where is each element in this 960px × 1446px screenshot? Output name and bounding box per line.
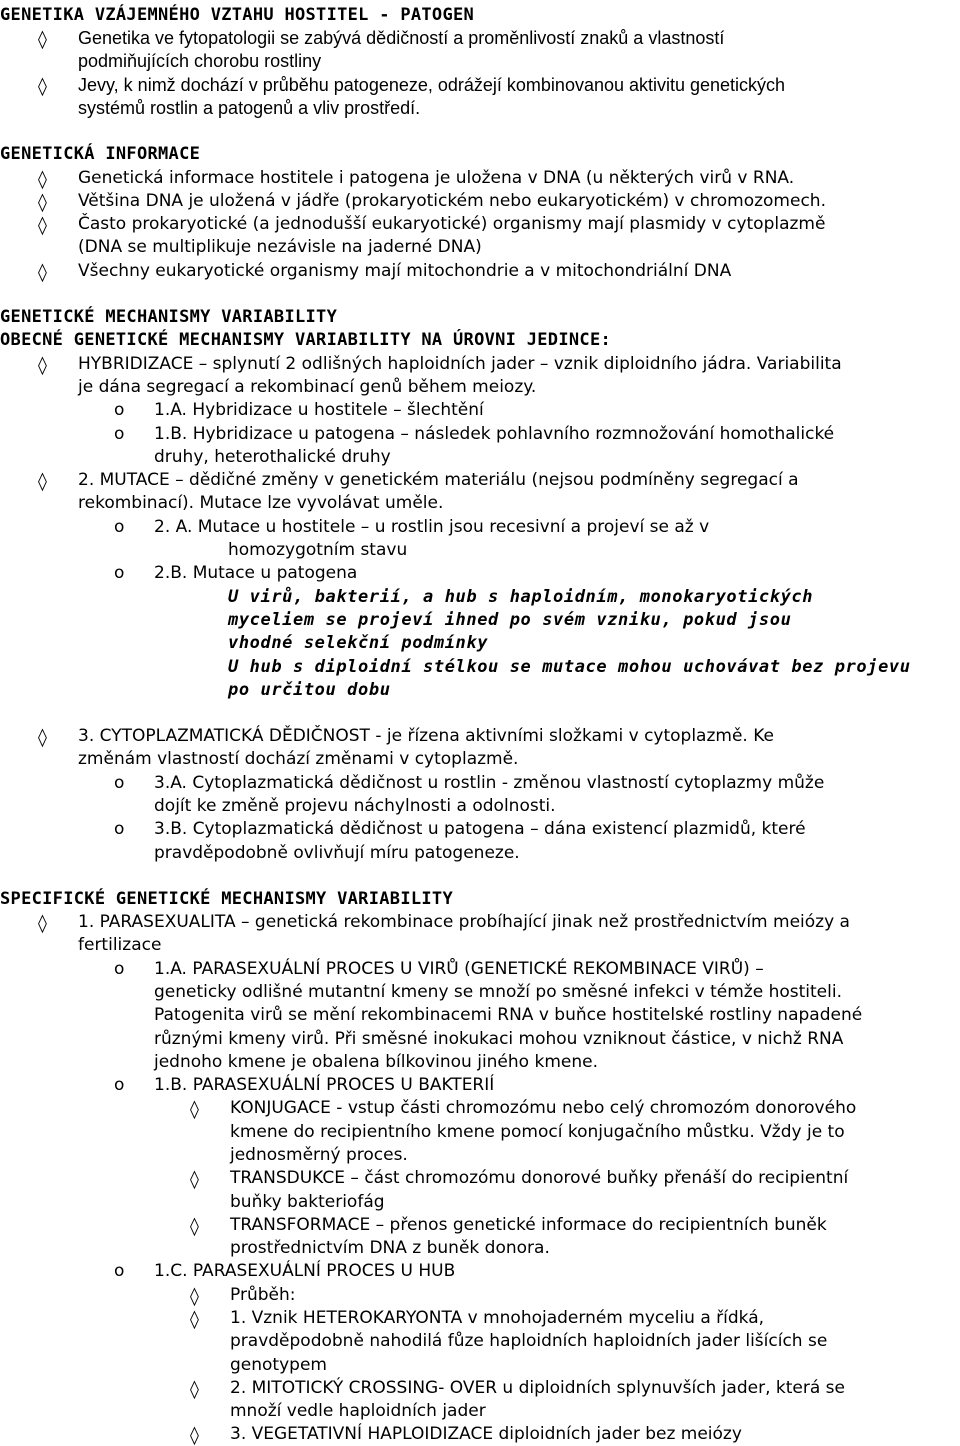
paragraph-line: 3.A. Cytoplazmatická dědičnost u rostlin - změnou vlastností cytoplazmy může bbox=[154, 773, 825, 793]
diamond-bullet-icon: ◊ bbox=[38, 262, 47, 283]
diamond-bullet-icon: ◊ bbox=[38, 913, 47, 934]
paragraph-line: množí vedle haploidních jader bbox=[230, 1401, 486, 1421]
paragraph-line: 2. A. Mutace u hostitele – u rostlin jsou recesivní a projeví se až v bbox=[154, 517, 710, 537]
paragraph-line: Všechny eukaryotické organismy mají mitochondrie a v mitochondriální DNA bbox=[78, 261, 732, 281]
circle-bullet-icon: o bbox=[114, 773, 125, 793]
emphasis-line: vhodné selekční podmínky bbox=[228, 633, 489, 653]
circle-bullet-icon: o bbox=[114, 1261, 125, 1281]
paragraph-line: Genetika ve fytopatologii se zabývá dědičností a proměnlivostí znaků a vlastností bbox=[78, 28, 725, 48]
paragraph-line: Často prokaryotické (a jednodušší eukaryotické) organismy mají plasmidy v cytoplazmě bbox=[78, 214, 826, 234]
circle-bullet-icon: o bbox=[114, 819, 125, 839]
paragraph-line: HYBRIDIZACE – splynutí 2 odlišných haploidních jader – vznik diploidního jádra. Variabilita bbox=[78, 354, 842, 374]
diamond-bullet-icon: ◊ bbox=[190, 1379, 199, 1400]
paragraph-line: 1.A. Hybridizace u hostitele – šlechtění bbox=[154, 400, 484, 420]
emphasis-line: po určitou dobu bbox=[228, 680, 391, 700]
paragraph-line: druhy, heterothalické druhy bbox=[154, 447, 391, 467]
paragraph-line: Jevy, k nimž dochází v průběhu patogeneze, odrážejí kombinovanou aktivitu genetických bbox=[78, 75, 786, 95]
circle-bullet-icon: o bbox=[114, 1075, 125, 1095]
paragraph-line: 2.B. Mutace u patogena bbox=[154, 563, 358, 583]
diamond-bullet-icon: ◊ bbox=[190, 1216, 199, 1237]
emphasis-line: U hub s diploidní stélkou se mutace mohou uchovávat bez projevu bbox=[228, 657, 911, 677]
circle-bullet-icon: o bbox=[114, 563, 125, 583]
paragraph-line: 1.B. PARASEXUÁLNÍ PROCES U BAKTERIÍ bbox=[154, 1075, 495, 1095]
paragraph-line: genotypem bbox=[230, 1355, 327, 1375]
paragraph-line: 3.B. Cytoplazmatická dědičnost u patogena – dána existencí plazmidů, které bbox=[154, 819, 806, 839]
paragraph-line: je dána segregací a rekombinací genů během meiozy. bbox=[78, 377, 537, 397]
diamond-bullet-icon: ◊ bbox=[190, 1099, 199, 1120]
section-subtitle: OBECNÉ GENETICKÉ MECHANISMY VARIABILITY NA ÚROVNI JEDINCE: bbox=[0, 330, 612, 350]
paragraph-line: pravděpodobně ovlivňují míru patogeneze. bbox=[154, 843, 520, 863]
diamond-bullet-icon: ◊ bbox=[190, 1309, 199, 1330]
paragraph-line: 1.C. PARASEXUÁLNÍ PROCES U HUB bbox=[154, 1261, 456, 1281]
diamond-bullet-icon: ◊ bbox=[38, 29, 47, 50]
paragraph-line: 2. MUTACE – dědičné změny v genetickém materiálu (nejsou podmíněny segregací a bbox=[78, 470, 799, 490]
paragraph-line: jednoho kmene je obalena bílkovinou jiného kmene. bbox=[154, 1052, 598, 1072]
section-title: GENETICKÁ INFORMACE bbox=[0, 144, 201, 164]
paragraph-line: 1. PARASEXUALITA – genetická rekombinace probíhající jinak než prostřednictvím meiózy a bbox=[78, 912, 850, 932]
paragraph-line: jednosměrný proces. bbox=[230, 1145, 408, 1165]
paragraph-line: TRANSDUKCE – část chromozómu donorové buňky přenáší do recipientní bbox=[230, 1168, 849, 1188]
diamond-bullet-icon: ◊ bbox=[38, 192, 47, 213]
section-title: GENETICKÉ MECHANISMY VARIABILITY bbox=[0, 307, 338, 327]
paragraph-line: 2. MITOTICKÝ CROSSING- OVER u diploidních splynuvších jader, která se bbox=[230, 1378, 845, 1398]
circle-bullet-icon: o bbox=[114, 517, 125, 537]
circle-bullet-icon: o bbox=[114, 400, 125, 420]
paragraph-line: změnám vlastností dochází změnami v cytoplazmě. bbox=[78, 749, 519, 769]
diamond-bullet-icon: ◊ bbox=[38, 355, 47, 376]
paragraph-line: Genetická informace hostitele i patogena je uložena v DNA (u některých virů v RNA. bbox=[78, 168, 795, 188]
paragraph-line: 1. Vznik HETEROKARYONTA v mnohojaderném myceliu a řídká, bbox=[230, 1308, 765, 1328]
paragraph-line: různými kmeny virů. Při směsné inokukaci mohou vzniknout částice, v nichž RNA bbox=[154, 1029, 844, 1049]
paragraph-line: prostřednictvím DNA z buněk donora. bbox=[230, 1238, 550, 1258]
circle-bullet-icon: o bbox=[114, 424, 125, 444]
section-title: SPECIFICKÉ GENETICKÉ MECHANISMY VARIABILITY bbox=[0, 889, 453, 909]
diamond-bullet-icon: ◊ bbox=[190, 1425, 199, 1446]
paragraph-line: dojít ke změně projevu náchylnosti a odolnosti. bbox=[154, 796, 556, 816]
paragraph-line: geneticky odlišné mutantní kmeny se množí po směsné infekci v témže hostiteli. bbox=[154, 982, 842, 1002]
paragraph-line: kmene do recipientního kmene pomocí konjugačního můstku. Vždy je to bbox=[230, 1122, 845, 1142]
emphasis-line: myceliem se projeví ihned po svém vzniku, pokud jsou bbox=[228, 610, 792, 630]
diamond-bullet-icon: ◊ bbox=[38, 471, 47, 492]
emphasis-line: U virů, bakterií, a hub s haploidním, monokaryotických bbox=[228, 587, 814, 607]
paragraph-line: 3. CYTOPLAZMATICKÁ DĚDIČNOST - je řízena aktivními složkami v cytoplazmě. Ke bbox=[78, 726, 774, 746]
diamond-bullet-icon: ◊ bbox=[38, 727, 47, 748]
circle-bullet-icon: o bbox=[114, 959, 125, 979]
paragraph-line: Průběh: bbox=[230, 1285, 296, 1305]
paragraph-line: podmiňujících chorobu rostliny bbox=[78, 51, 322, 71]
paragraph-line: KONJUGACE - vstup části chromozómu nebo celý chromozóm donorového bbox=[230, 1098, 857, 1118]
diamond-bullet-icon: ◊ bbox=[38, 215, 47, 236]
paragraph-line: 1.A. PARASEXUÁLNÍ PROCES U VIRŮ (GENETICKÉ REKOMBINACE VIRŮ) – bbox=[154, 959, 764, 979]
paragraph-line: systémů rostlin a patogenů a vliv prostředí. bbox=[78, 98, 421, 118]
paragraph-line: homozygotním stavu bbox=[228, 540, 408, 560]
paragraph-line: 1.B. Hybridizace u patogena – následek pohlavního rozmnožování homothalické bbox=[154, 424, 835, 444]
paragraph-line: TRANSFORMACE – přenos genetické informace do recipientních buněk bbox=[230, 1215, 827, 1235]
diamond-bullet-icon: ◊ bbox=[190, 1169, 199, 1190]
paragraph-line: Většina DNA je uložená v jádře (prokaryotickém nebo eukaryotickém) v chromozomech. bbox=[78, 191, 826, 211]
paragraph-line: (DNA se multiplikuje nezávisle na jaderné DNA) bbox=[78, 237, 482, 257]
diamond-bullet-icon: ◊ bbox=[38, 169, 47, 190]
paragraph-line: buňky bakteriofág bbox=[230, 1192, 385, 1212]
paragraph-line: fertilizace bbox=[78, 935, 162, 955]
paragraph-line: rekombinací). Mutace lze vyvolávat uměle. bbox=[78, 493, 444, 513]
paragraph-line: 3. VEGETATIVNÍ HAPLOIDIZACE diploidních jader bez meiózy bbox=[230, 1424, 742, 1444]
diamond-bullet-icon: ◊ bbox=[38, 76, 47, 97]
paragraph-line: Patogenita virů se mění rekombinacemi RNA v buňce hostitelské rostliny napadené bbox=[154, 1005, 863, 1025]
paragraph-line: pravděpodobně nahodilá fůze haploidních haploidních jader lišících se bbox=[230, 1331, 828, 1351]
diamond-bullet-icon: ◊ bbox=[190, 1286, 199, 1307]
section-title: GENETIKA VZÁJEMNÉHO VZTAHU HOSTITEL - PATOGEN bbox=[0, 5, 475, 25]
